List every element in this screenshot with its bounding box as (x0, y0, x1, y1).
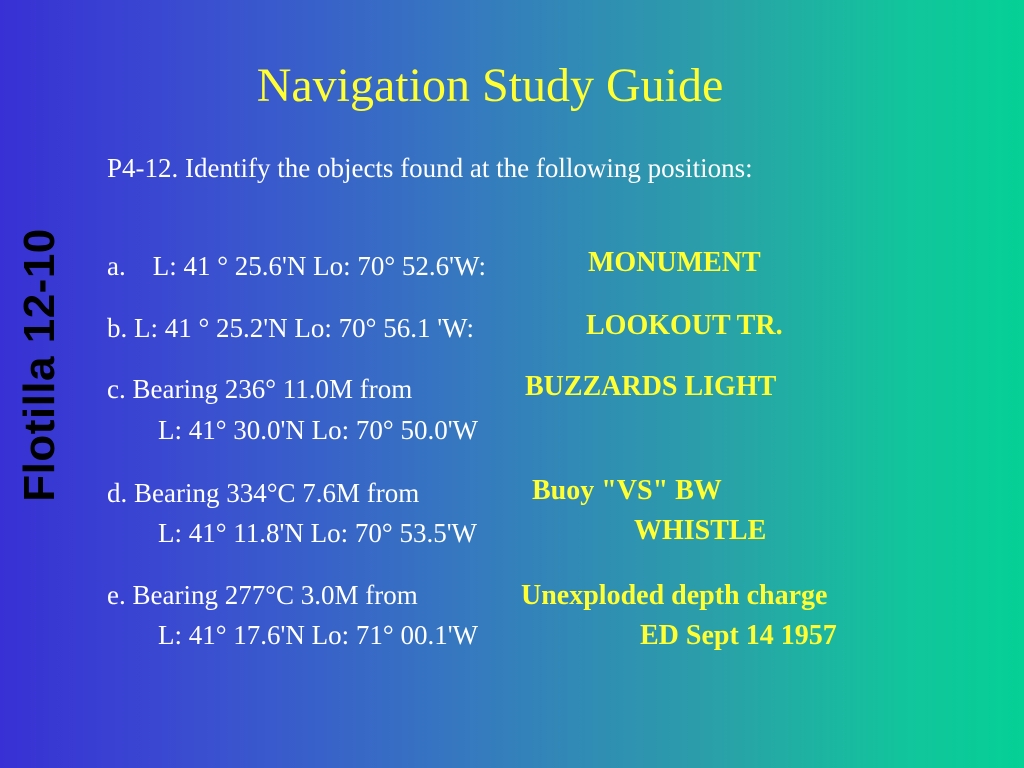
question-text: P4-12. Identify the objects found at the following positions: (107, 153, 753, 183)
item-b-answer: LOOKOUT TR. (586, 310, 783, 341)
item-c-position: L: 41° 30.0'N Lo: 70° 50.0'W (158, 415, 479, 445)
side-label-text: Flotilla 12-10 (15, 228, 64, 502)
side-label (12, 200, 68, 530)
item-a-answer: MONUMENT (588, 247, 761, 278)
item-c-bearing: c. Bearing 236° 11.0M from (107, 374, 413, 404)
item-a-position: a. L: 41 ° 25.6'N Lo: 70° 52.6'W: (107, 251, 487, 281)
item-e-bearing: e. Bearing 277°C 3.0M from (107, 580, 418, 610)
item-d-position: L: 41° 11.8'N Lo: 70° 53.5'W (158, 518, 478, 548)
item-e-position: L: 41° 17.6'N Lo: 71° 00.1'W (158, 620, 479, 650)
item-e-answer-line1: Unexploded depth charge (521, 580, 828, 611)
item-b-position: b. L: 41 ° 25.2'N Lo: 70° 56.1 'W: (107, 313, 475, 343)
item-e-answer-line2: ED Sept 14 1957 (640, 620, 837, 651)
item-d-answer-line2: WHISTLE (634, 515, 767, 546)
item-d-answer-line1: Buoy "VS" BW (532, 475, 722, 506)
slide-title: Navigation Study Guide (256, 59, 724, 112)
item-c-answer: BUZZARDS LIGHT (525, 371, 777, 402)
item-d-bearing: d. Bearing 334°C 7.6M from (107, 478, 420, 508)
